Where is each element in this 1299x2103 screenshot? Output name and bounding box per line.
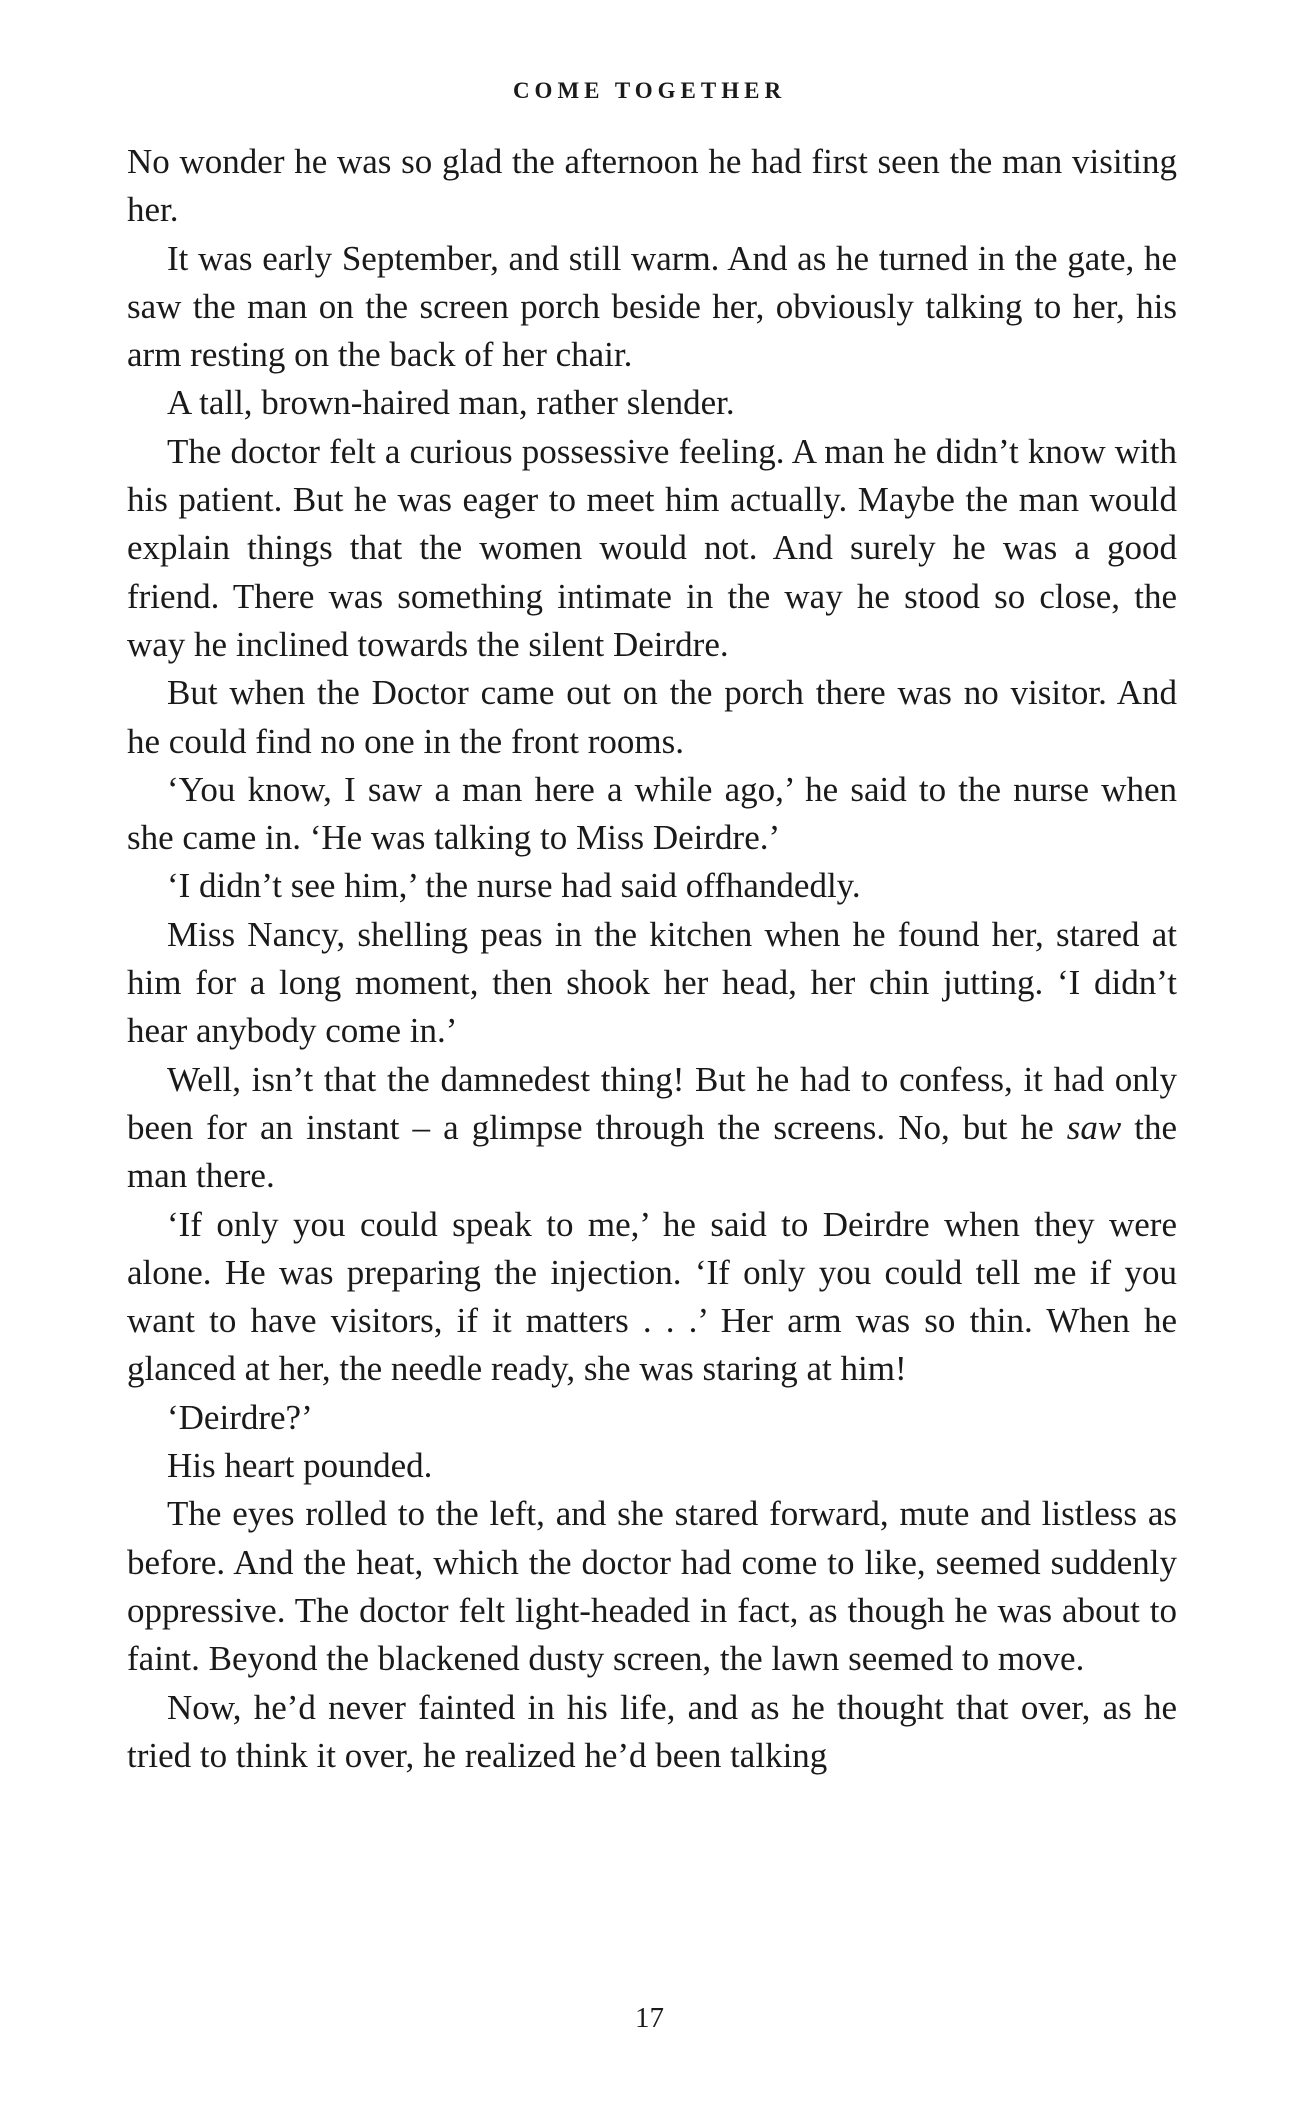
paragraph: A tall, brown-haired man, rather slender. [167,383,735,423]
paragraph-text: Well, isn’t that the damnedest thing! But he had to confess, it had only been for an instant – a glimpse through the screens. No, but he [127,1059,1177,1147]
paragraph: No wonder he was so glad the afternoon he had first seen the man visiting her. [127,142,1177,230]
paragraph: His heart pounded. [167,1446,433,1486]
paragraph: ‘Deirdre?’ [167,1397,313,1437]
paragraph: It was early September, and still warm. And as he turned in the gate, he saw the man on the screen porch beside her, obviously talking to her, his arm resting on the back of her chair. [127,238,1177,375]
paragraph-text: the man there. [127,1107,1178,1196]
paragraph: ‘I didn’t see him,’ the nurse had said offhandedly. [167,866,861,906]
running-head: COME TOGETHER [512,78,787,103]
paragraph: ‘If only you could speak to me,’ he said to Deirdre when they were alone. He was preparing the injection. ‘If only you could tell me if you want to have visitors, if it matters . . .’ Her arm was so thin. When he glanced at her, the needle ready, she was staring at him! [127,1204,1177,1389]
paragraph: The eyes rolled to the left, and she stared forward, mute and listless as before. And the heat, which the doctor had come to like, seemed suddenly oppressive. The doctor felt light-headed in fact, as though he was about to faint. Beyond the blackened dusty screen, the lawn seemed to move. [127,1494,1177,1679]
paragraph: The doctor felt a curious possessive feeling. A man he didn’t know with his patient. But he was eager to meet him actually. Maybe the man would explain things that the women would not. And surely he was a good friend. There was something intimate in the way he stood so close, the way he inclined towards the silent Deirdre. [127,431,1177,664]
paragraph: But when the Doctor came out on the porch there was no visitor. And he could find no one in the front rooms. [127,673,1177,761]
emphasized-word: saw [1066,1107,1122,1147]
paragraph: Now, he’d never fainted in his life, and as he thought that over, as he tried to think it over, he realized he’d been talking [127,1687,1177,1775]
paragraph: Miss Nancy, shelling peas in the kitchen when he found her, stared at him for a long moment, then shook her head, her chin jutting. ‘I didn’t hear anybody come in.’ [127,914,1177,1051]
paragraph [127,1056,1177,1201]
body-text [127,138,1177,1780]
page-number: 17 [635,2002,664,2034]
paragraph: ‘You know, I saw a man here a while ago,’ he said to the nurse when she came in. ‘He was talking to Miss Deirdre.’ [127,769,1177,858]
